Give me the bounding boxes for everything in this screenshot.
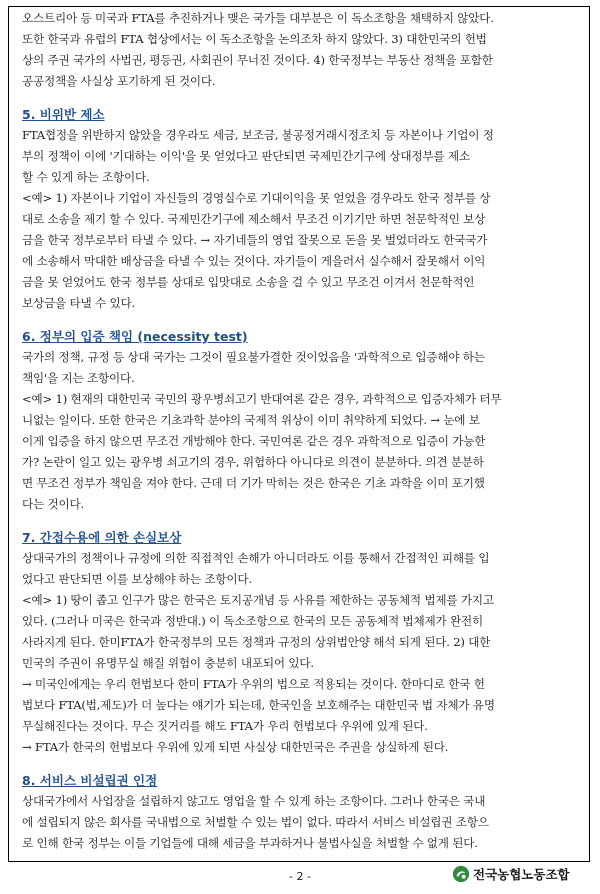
text-line: 있다. (그러나 미국은 한국과 정반대.) 이 독소조항으로 한국의 모든 공동체적 법체제가 완전히	[22, 614, 483, 628]
text-line: FTA협정을 위반하지 않았을 경우라도 세금, 보조금, 불공정거래시정조치 등 자본이나 기업이 정	[22, 128, 494, 142]
text-line: 무실해진다는 것이다. 무슨 짓거리를 해도 FTA가 우리 헌법보다 우위에 있게 된다.	[22, 719, 428, 733]
section-heading: 5. 비위반 제소	[22, 107, 105, 122]
text-line: → FTA가 한국의 헌법보다 우위에 있게 되면 사실상 대한민국은 주권을 상실하게 된다.	[22, 740, 449, 754]
text-line: 가? 논란이 일고 있는 광우병 쇠고기의 경우, 위험하다 아니다로 의견이 분분하다. 의견 분분하	[22, 455, 484, 469]
page-number: - 2 -	[289, 870, 311, 883]
text-line: 사라지게 된다. 한미FTA가 한국정부의 모든 정책과 규정의 상위법안양 해석 되게 된다. 2) 대한	[22, 635, 491, 649]
text-line: 책임'을 지는 조항이다.	[22, 371, 135, 385]
text-line: 에 소송해서 막대한 배상금을 타낼 수 있는 것이다. 자기들이 게을러서 실수해서 잘못해서 이익	[22, 254, 486, 268]
section-heading: 8. 서비스 비설립권 인정	[22, 773, 158, 788]
text-line: 금을 한국 정부로부터 타낼 수 있다. → 자기네들의 영업 잘못으로 돈을 못 벌었더라도 한국국가	[22, 233, 488, 247]
section-service-non-establishment	[22, 770, 578, 854]
text-line: 다는 것이다.	[22, 497, 84, 511]
text-line: 었다고 판단되면 이를 보상해야 하는 조항이다.	[22, 572, 252, 586]
text-line: 상대국가에서 사업장을 설립하지 않고도 영업을 할 수 있게 하는 조항이다. 그러나 한국은 국내	[22, 794, 486, 808]
organization-name: 전국농협노동조합	[473, 867, 570, 882]
union-logo	[452, 865, 570, 883]
text-line: <예> 1) 땅이 좁고 인구가 많은 한국은 토지공개념 등 사유를 제한하는 공동체적 법제를 가지고	[22, 593, 494, 607]
text-line: 상의 주권 국가의 사법권, 평등권, 사회권이 무너진 것이다. 4) 한국정부는 부동산 정책을 포함한	[22, 53, 493, 67]
intro-paragraph	[22, 8, 578, 92]
text-line: 상대국가의 정책이나 규정에 의한 직접적인 손해가 아니더라도 이를 통해서 간접적인 피해를 입	[22, 551, 490, 565]
section-non-violation-complaint	[22, 104, 578, 314]
document-body	[22, 8, 578, 854]
section-indirect-expropriation	[22, 527, 578, 758]
text-line: 부의 정책이 이에 '기대하는 이익'을 못 얻었다고 판단되면 국제민간기구에 상대정부를 제소	[22, 149, 470, 163]
text-line: 니없는 일이다. 또한 한국은 기초과학 분야의 국제적 위상이 이미 취약하게 되었다. → 눈에 보	[22, 413, 480, 427]
union-emblem-icon	[452, 865, 470, 883]
text-line: 로 인해 한국 정부는 이들 기업들에 대해 세금을 부과하거나 불법사실을 처벌할 수 없게 된다.	[22, 836, 478, 850]
text-line: 보상금을 타낼 수 있다.	[22, 296, 135, 310]
section-heading: 7. 간접수용에 의한 손실보상	[22, 530, 182, 545]
text-line: 할 수 있게 하는 조항이다.	[22, 170, 150, 184]
text-line: → 미국인에게는 우리 헌법보다 한미 FTA가 우위의 법으로 적용되는 것이다. 한마디로 한국 헌	[22, 677, 485, 691]
text-line: 금을 못 얻었어도 한국 정부를 상대로 입맛대로 소송을 걸 수 있고 무조건 이겨서 천문학적인	[22, 275, 475, 289]
text-line: 에 설립되지 않은 회사를 국내법으로 처벌할 수 있는 법이 없다. 따라서 서비스 비설립권 조항으	[22, 815, 489, 829]
text-line: <예> 1) 자본이나 기업이 자신들의 경영실수로 기대이익을 못 얻었을 경우라도 한국 정부를 상	[22, 191, 491, 205]
text-line: 면 무조건 정부가 책임을 져야 한다. 근데 더 기가 막히는 것은 한국은 기초 과학을 이미 포기했	[22, 476, 485, 490]
text-line: 민국의 주권이 유명무실 해질 위험이 충분히 내포되어 있다.	[22, 656, 314, 670]
text-line: 이게 입증을 하지 않으면 무조건 개방해야 한다. 국민여론 같은 경우 과학적으로 입증이 가능한	[22, 434, 486, 448]
section-heading: 6. 정부의 입증 책임 (necessity test)	[22, 329, 248, 344]
text-line: 국가의 정책, 규정 등 상대 국가는 그것이 필요불가결한 것이었음을 '과학적으로 입증해야 하는	[22, 350, 485, 364]
text-line: 또한 한국과 유럽의 FTA 협상에서는 이 독소조항을 논의조차 하지 않았다. 3) 대한민국의 헌법	[22, 32, 487, 46]
text-line: 법보다 FTA(법,제도)가 더 높다는 얘기가 되는데, 한국인을 보호해주는 대한민국 법 자체가 유명	[22, 698, 495, 712]
text-line: 대로 소송을 제기 할 수 있다. 국제민간기구에 제소해서 무조건 이기기만 하면 천문학적인 보상	[22, 212, 486, 226]
text-line: <예> 1) 현재의 대한민국 국민의 광우병쇠고기 반대여론 같은 경우, 과학적으로 입증자체가 터무	[22, 392, 502, 406]
text-line: 공공정책을 사실상 포기하게 된 것이다.	[22, 74, 216, 88]
text-line: 오스트리아 등 미국과 FTA를 추진하거나 맺은 국가들 대부분은 이 독소조항을 채택하지 않았다.	[22, 11, 494, 25]
section-necessity-test	[22, 326, 578, 515]
